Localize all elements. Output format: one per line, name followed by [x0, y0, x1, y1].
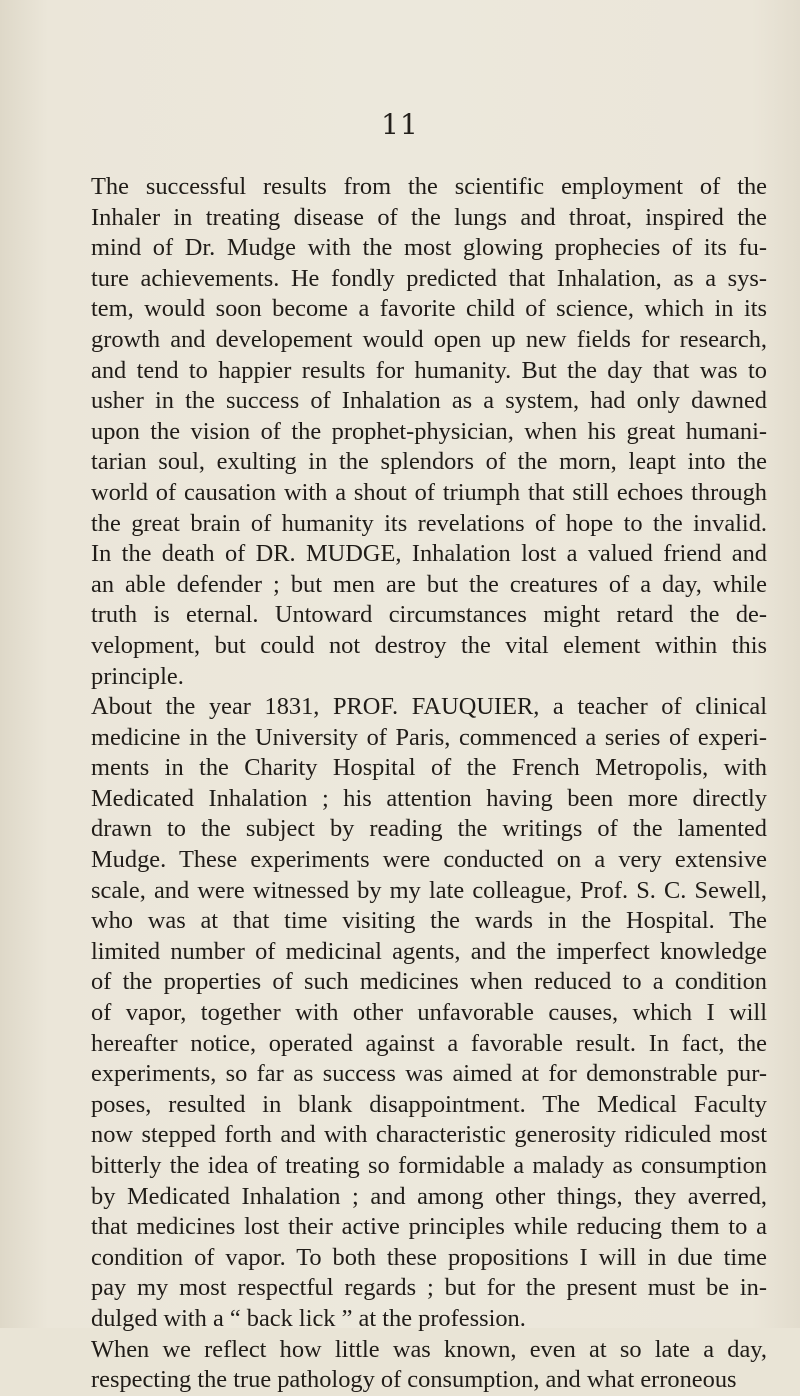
text-line: and tend to happier results for humanity. But the day that was to	[91, 356, 767, 384]
text-line: of the properties of such medicines when reduced to a condition	[91, 968, 767, 996]
text-line: ture achievements. He fondly predicted that Inhalation, as a sys-	[91, 264, 767, 292]
paragraph	[55, 692, 767, 1334]
text-line: drawn to the subject by reading the writings of the lamented	[91, 815, 767, 843]
text-line: velopment, but could not destroy the vital element within this	[91, 631, 767, 659]
text-line: condition of vapor. To both these propositions I will in due time	[91, 1243, 767, 1271]
text-line: poses, resulted in blank disappointment. The Medical Faculty	[91, 1090, 767, 1118]
text-line: now stepped forth and with characteristic generosity ridiculed most	[91, 1121, 767, 1149]
text-line: respecting the true pathology of consumption, and what erroneous	[91, 1366, 737, 1394]
text-line: world of causation with a shout of triumph that still echoes through	[91, 478, 767, 506]
text-line: growth and developement would open up new fields for research,	[91, 325, 767, 353]
page-number: 11	[381, 108, 419, 141]
text-line: that medicines lost their active principles while reducing them to a	[91, 1213, 767, 1241]
text-line: The successful results from the scientific employment of the	[91, 173, 767, 200]
text-line: upon the vision of the prophet-physician, when his great humani-	[91, 417, 767, 445]
text-line: the great brain of humanity its revelations of hope to the invalid.	[91, 509, 767, 537]
body-text	[55, 172, 767, 1396]
text-line: limited number of medicinal agents, and the imperfect knowledge	[91, 937, 767, 965]
text-line: bitterly the idea of treating so formidable a malady as consumption	[91, 1152, 767, 1179]
text-line: dulged with a “ back lick ” at the profession.	[91, 1304, 526, 1332]
text-line: scale, and were witnessed by my late colleague, Prof. S. C. Sewell,	[91, 876, 767, 904]
text-line: When we reflect how little was known, even at so late a day,	[91, 1335, 767, 1363]
text-line: truth is eternal. Untoward circumstances might retard the de-	[91, 601, 767, 629]
paragraph	[55, 172, 767, 692]
text-line: an able defender ; but men are but the creatures of a day, while	[91, 570, 767, 598]
text-line: who was at that time visiting the wards in the Hospital. The	[91, 907, 767, 935]
text-line: In the death of DR. MUDGE, Inhalation lost a valued friend and	[91, 540, 767, 568]
text-line: mind of Dr. Mudge with the most glowing prophecies of its fu-	[91, 234, 767, 262]
text-line: Mudge. These experiments were conducted on a very extensive	[91, 846, 767, 874]
text-line: Medicated Inhalation ; his attention having been more directly	[91, 784, 767, 812]
text-line: tarian soul, exulting in the splendors of the morn, leapt into the	[91, 448, 767, 476]
text-line: by Medicated Inhalation ; and among other things, they averred,	[91, 1182, 767, 1210]
text-line: usher in the success of Inhalation as a system, had only dawned	[91, 387, 767, 415]
text-line: medicine in the University of Paris, commenced a series of experi-	[91, 723, 767, 751]
text-line: Inhaler in treating disease of the lungs and throat, inspired the	[91, 203, 767, 231]
text-line: experiments, so far as success was aimed at for demonstrable pur-	[91, 1060, 767, 1088]
paragraph	[55, 1335, 767, 1396]
text-line: About the year 1831, PROF. FAUQUIER, a teacher of clinical	[91, 693, 767, 721]
text-line: pay my most respectful regards ; but for the present must be in-	[91, 1274, 767, 1302]
text-line: hereafter notice, operated against a favorable result. In fact, the	[91, 1029, 767, 1057]
text-line: of vapor, together with other unfavorable causes, which I will	[91, 999, 767, 1027]
text-line: ments in the Charity Hospital of the French Metropolis, with	[91, 754, 767, 782]
text-line: tem, would soon become a favorite child of science, which in its	[91, 295, 767, 323]
text-line: principle.	[91, 662, 184, 690]
